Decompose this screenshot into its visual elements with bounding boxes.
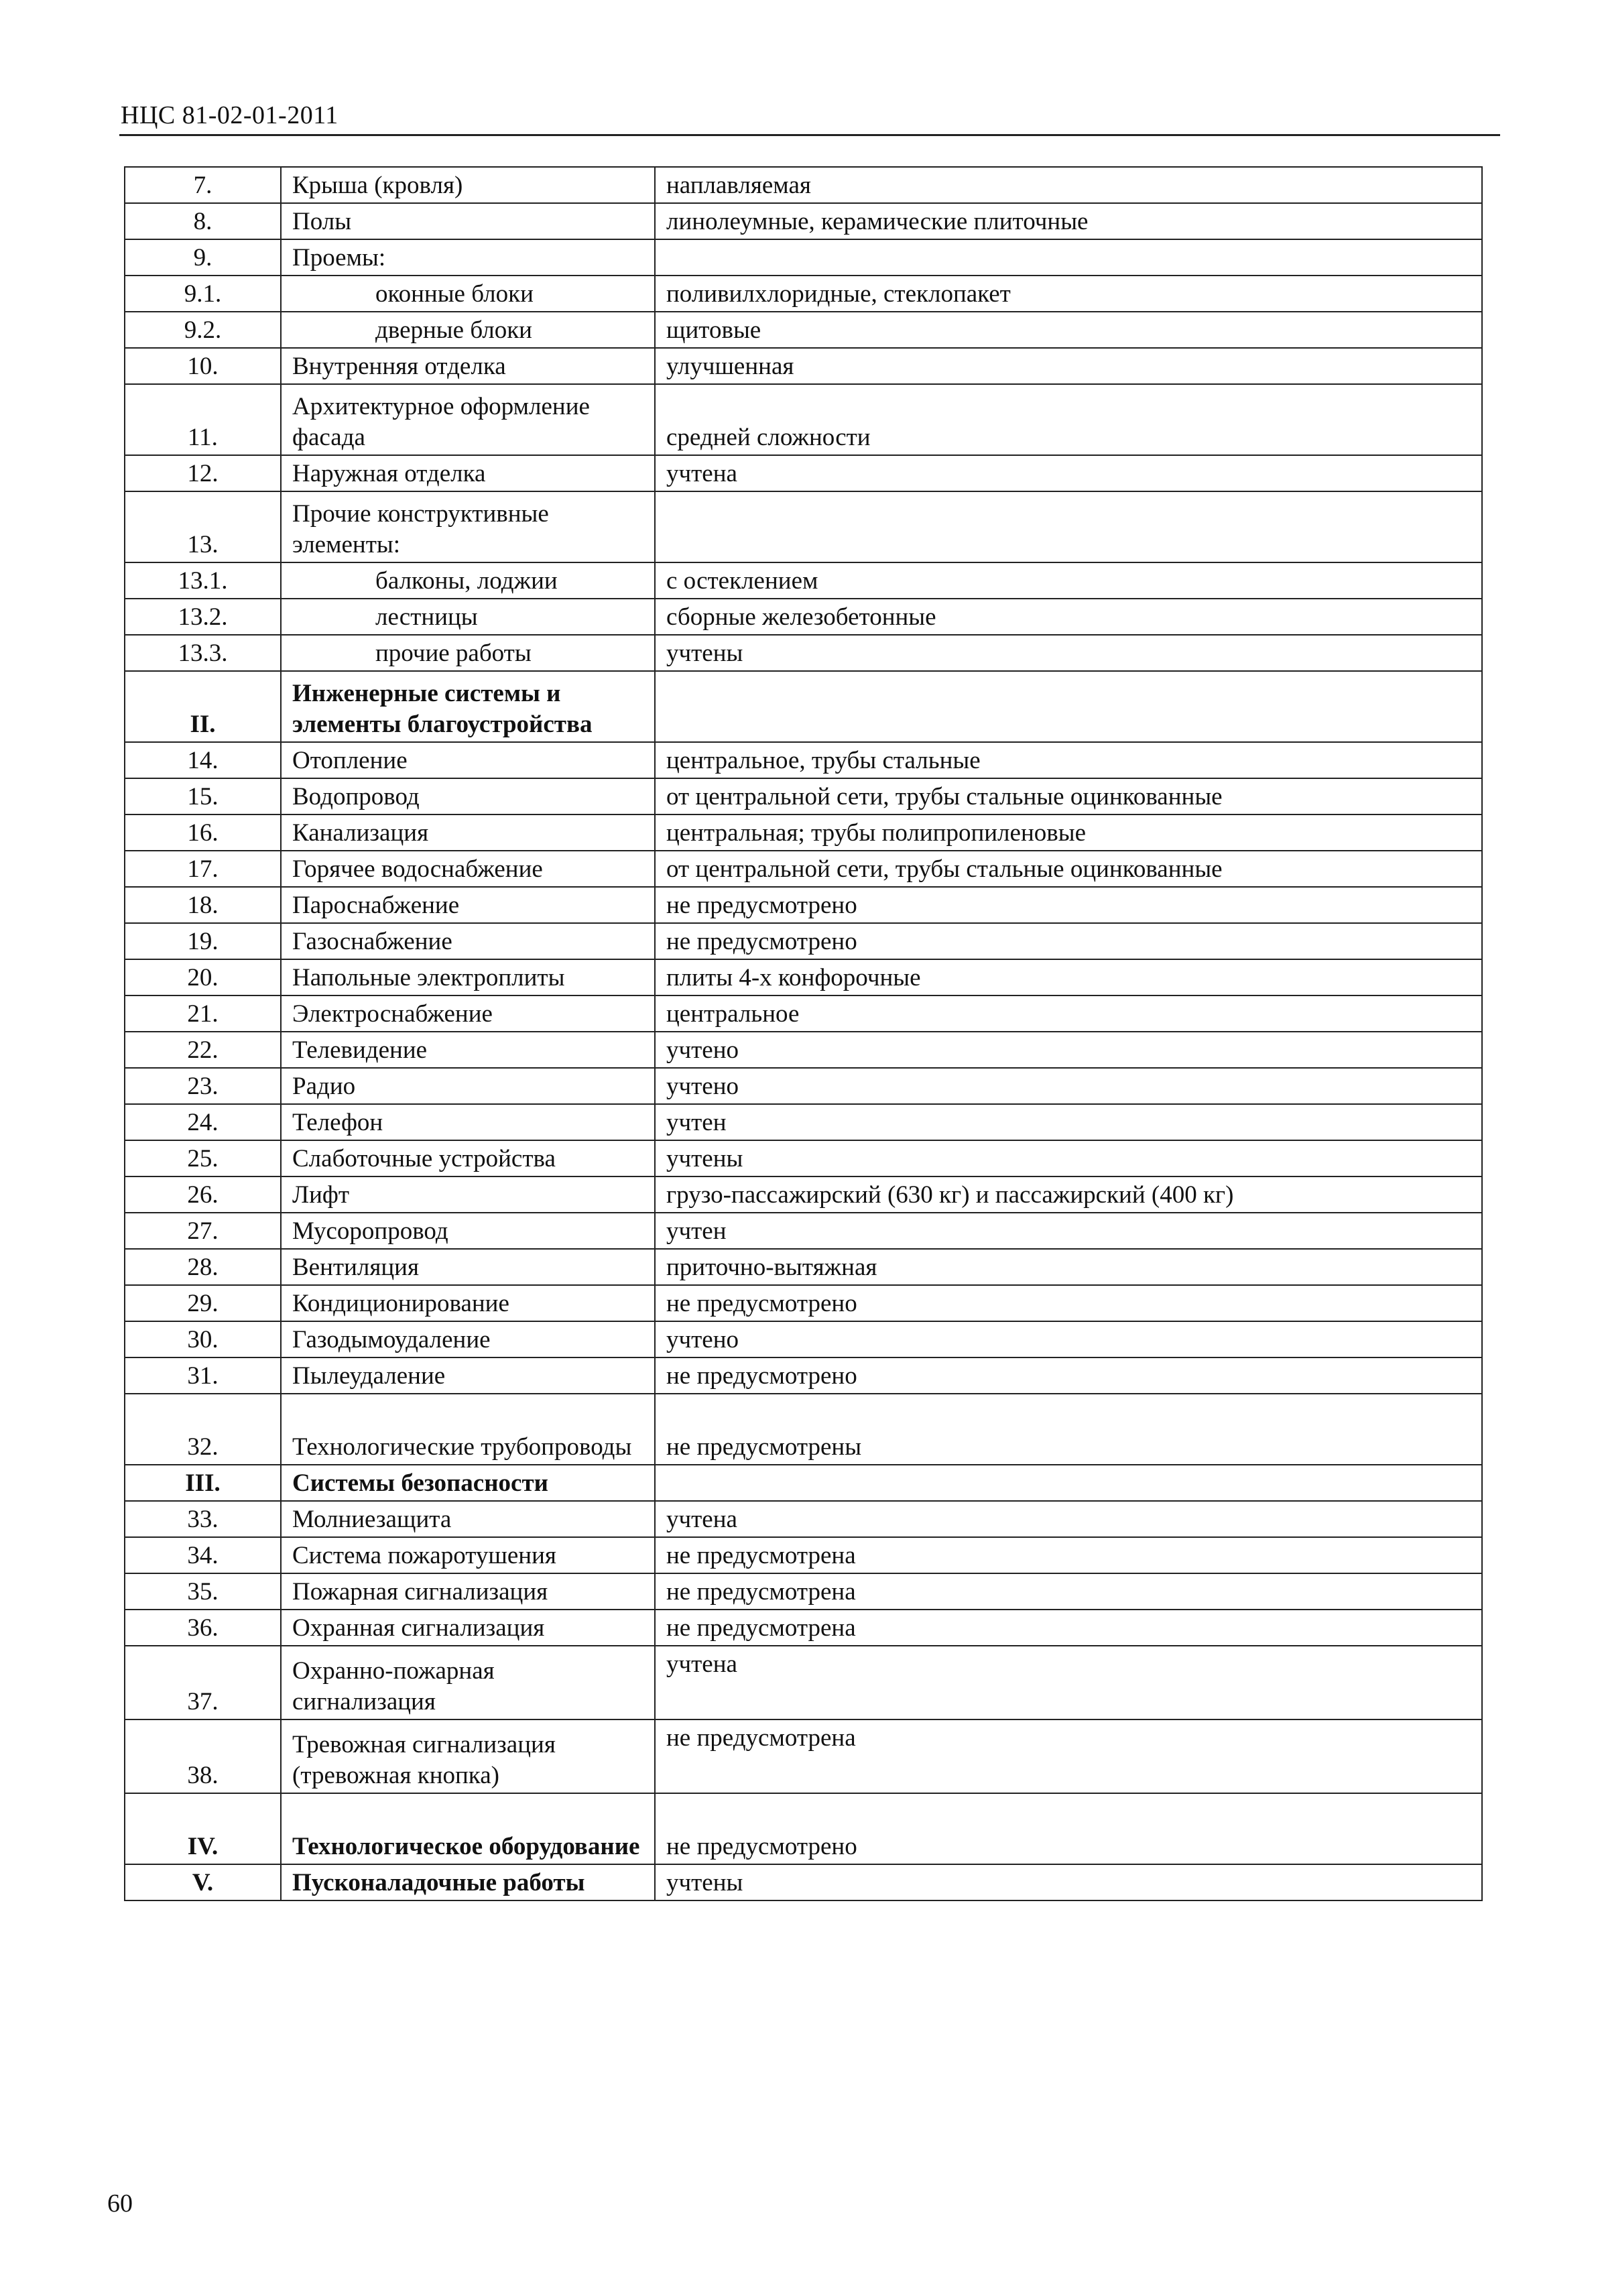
row-number-cell: 29. [125, 1285, 281, 1321]
table-row [125, 1140, 1482, 1176]
element-name-cell: Вентиляция [281, 1249, 655, 1285]
table-row [125, 1864, 1482, 1900]
table-row [125, 599, 1482, 635]
characteristic-cell: учтена [655, 1646, 1482, 1719]
element-name-cell: Газодымоудаление [281, 1321, 655, 1357]
characteristic-cell: учтена [655, 1501, 1482, 1537]
table-row [125, 348, 1482, 384]
specification-table [124, 166, 1483, 1901]
element-name-cell: Технологические трубопроводы [281, 1394, 655, 1465]
element-name-cell: оконные блоки [281, 276, 655, 312]
table-row [125, 1249, 1482, 1285]
table-row [125, 312, 1482, 348]
table-row [125, 742, 1482, 778]
table-row [125, 778, 1482, 814]
element-name-cell: Крыша (кровля) [281, 167, 655, 203]
characteristic-cell: с остеклением [655, 562, 1482, 599]
element-name-cell: Охранно-пожарная сигнализация [281, 1646, 655, 1719]
table-row [125, 1068, 1482, 1104]
element-name-cell: прочие работы [281, 635, 655, 671]
table-row [125, 1104, 1482, 1140]
element-name-cell: Отопление [281, 742, 655, 778]
document-code-header: НЦС 81-02-01-2011 [121, 101, 339, 129]
row-number-cell: 22. [125, 1032, 281, 1068]
element-name-cell: Водопровод [281, 778, 655, 814]
row-number-cell: 36. [125, 1610, 281, 1646]
characteristic-cell: не предусмотрено [655, 923, 1482, 959]
characteristic-cell: учтен [655, 1104, 1482, 1140]
characteristic-cell: центральное, трубы стальные [655, 742, 1482, 778]
row-number-cell: 13.2. [125, 599, 281, 635]
table-row [125, 635, 1482, 671]
table-row [125, 167, 1482, 203]
element-name-cell: Молниезащита [281, 1501, 655, 1537]
characteristic-cell: от центральной сети, трубы стальные оцинкованные [655, 851, 1482, 887]
table-row [125, 203, 1482, 239]
table-row [125, 1394, 1482, 1465]
row-number-cell: 20. [125, 959, 281, 995]
row-number-cell: 12. [125, 455, 281, 491]
specification-table-body [125, 167, 1482, 1900]
element-name-cell: Пожарная сигнализация [281, 1573, 655, 1610]
element-name-cell: лестницы [281, 599, 655, 635]
element-name-cell: Внутренняя отделка [281, 348, 655, 384]
characteristic-cell: от центральной сети, трубы стальные оцинкованные [655, 778, 1482, 814]
characteristic-cell: наплавляемая [655, 167, 1482, 203]
element-name-cell: Электроснабжение [281, 995, 655, 1032]
table-row [125, 1793, 1482, 1864]
row-number-cell: 16. [125, 814, 281, 851]
characteristic-cell: не предусмотрено [655, 1793, 1482, 1864]
row-number-cell: 21. [125, 995, 281, 1032]
row-number-cell: 9. [125, 239, 281, 276]
characteristic-cell: средней сложности [655, 384, 1482, 455]
table-row [125, 1213, 1482, 1249]
row-number-cell: 10. [125, 348, 281, 384]
row-number-cell: 33. [125, 1501, 281, 1537]
element-name-cell: Мусоропровод [281, 1213, 655, 1249]
characteristic-cell: не предусмотрено [655, 1357, 1482, 1394]
table-row [125, 814, 1482, 851]
row-number-cell: 14. [125, 742, 281, 778]
row-number-cell: 9.1. [125, 276, 281, 312]
element-name-cell: Проемы: [281, 239, 655, 276]
element-name-cell: Тревожная сигнализация (тревожная кнопка) [281, 1719, 655, 1793]
characteristic-cell: учтен [655, 1213, 1482, 1249]
table-row [125, 384, 1482, 455]
table-row [125, 1610, 1482, 1646]
element-name-cell: Телефон [281, 1104, 655, 1140]
characteristic-cell: щитовые [655, 312, 1482, 348]
element-name-cell: Лифт [281, 1176, 655, 1213]
element-name-cell: Прочие конструктивные элементы: [281, 491, 655, 562]
row-number-cell: 31. [125, 1357, 281, 1394]
table-row [125, 276, 1482, 312]
element-name-cell: Система пожаротушения [281, 1537, 655, 1573]
table-row [125, 923, 1482, 959]
characteristic-cell [655, 671, 1482, 742]
table-row [125, 1321, 1482, 1357]
row-number-cell: 25. [125, 1140, 281, 1176]
characteristic-cell [655, 239, 1482, 276]
characteristic-cell: приточно-вытяжная [655, 1249, 1482, 1285]
characteristic-cell: сборные железобетонные [655, 599, 1482, 635]
characteristic-cell: улучшенная [655, 348, 1482, 384]
table-row [125, 851, 1482, 887]
row-number-cell: II. [125, 671, 281, 742]
element-name-cell: Пусконаладочные работы [281, 1864, 655, 1900]
characteristic-cell: плиты 4-х конфорочные [655, 959, 1482, 995]
characteristic-cell: учтено [655, 1068, 1482, 1104]
characteristic-cell: не предусмотрена [655, 1610, 1482, 1646]
table-row [125, 1176, 1482, 1213]
element-name-cell: Пароснабжение [281, 887, 655, 923]
table-row [125, 959, 1482, 995]
row-number-cell: 13.3. [125, 635, 281, 671]
characteristic-cell: учтено [655, 1032, 1482, 1068]
table-row [125, 671, 1482, 742]
characteristic-cell: не предусмотрено [655, 1285, 1482, 1321]
row-number-cell: 38. [125, 1719, 281, 1793]
element-name-cell: Горячее водоснабжение [281, 851, 655, 887]
row-number-cell: 18. [125, 887, 281, 923]
characteristic-cell: не предусмотрена [655, 1573, 1482, 1610]
table-row [125, 995, 1482, 1032]
table-row [125, 455, 1482, 491]
row-number-cell: 13. [125, 491, 281, 562]
row-number-cell: 8. [125, 203, 281, 239]
element-name-cell: Системы безопасности [281, 1465, 655, 1501]
characteristic-cell: учтены [655, 1864, 1482, 1900]
row-number-cell: 23. [125, 1068, 281, 1104]
element-name-cell: Наружная отделка [281, 455, 655, 491]
characteristic-cell: не предусмотрены [655, 1394, 1482, 1465]
characteristic-cell: не предусмотрена [655, 1537, 1482, 1573]
characteristic-cell: учтены [655, 1140, 1482, 1176]
element-name-cell: Радио [281, 1068, 655, 1104]
row-number-cell: IV. [125, 1793, 281, 1864]
header-rule [119, 134, 1500, 136]
row-number-cell: 7. [125, 167, 281, 203]
element-name-cell: Канализация [281, 814, 655, 851]
table-row [125, 1573, 1482, 1610]
characteristic-cell: учтено [655, 1321, 1482, 1357]
row-number-cell: 35. [125, 1573, 281, 1610]
characteristic-cell: центральная; трубы полипропиленовые [655, 814, 1482, 851]
element-name-cell: балконы, лоджии [281, 562, 655, 599]
row-number-cell: 32. [125, 1394, 281, 1465]
table-row [125, 1501, 1482, 1537]
row-number-cell: 34. [125, 1537, 281, 1573]
row-number-cell: 13.1. [125, 562, 281, 599]
characteristic-cell: учтена [655, 455, 1482, 491]
row-number-cell: III. [125, 1465, 281, 1501]
element-name-cell: Газоснабжение [281, 923, 655, 959]
row-number-cell: 19. [125, 923, 281, 959]
characteristic-cell: поливилхлоридные, стеклопакет [655, 276, 1482, 312]
element-name-cell: Напольные электроплиты [281, 959, 655, 995]
characteristic-cell: учтены [655, 635, 1482, 671]
table-row [125, 1719, 1482, 1793]
characteristic-cell [655, 491, 1482, 562]
table-row [125, 562, 1482, 599]
row-number-cell: 37. [125, 1646, 281, 1719]
element-name-cell: Кондиционирование [281, 1285, 655, 1321]
row-number-cell: 17. [125, 851, 281, 887]
row-number-cell: 9.2. [125, 312, 281, 348]
table-row [125, 1537, 1482, 1573]
row-number-cell: 24. [125, 1104, 281, 1140]
row-number-cell: 26. [125, 1176, 281, 1213]
element-name-cell: Полы [281, 203, 655, 239]
row-number-cell: 27. [125, 1213, 281, 1249]
element-name-cell: Телевидение [281, 1032, 655, 1068]
characteristic-cell [655, 1465, 1482, 1501]
characteristic-cell: линолеумные, керамические плиточные [655, 203, 1482, 239]
row-number-cell: 30. [125, 1321, 281, 1357]
element-name-cell: дверные блоки [281, 312, 655, 348]
row-number-cell: 28. [125, 1249, 281, 1285]
table-row [125, 1646, 1482, 1719]
characteristic-cell: грузо-пассажирский (630 кг) и пассажирский (400 кг) [655, 1176, 1482, 1213]
element-name-cell: Охранная сигнализация [281, 1610, 655, 1646]
characteristic-cell: не предусмотрена [655, 1719, 1482, 1793]
characteristic-cell: не предусмотрено [655, 887, 1482, 923]
row-number-cell: V. [125, 1864, 281, 1900]
table-row [125, 887, 1482, 923]
table-row [125, 1285, 1482, 1321]
table-row [125, 491, 1482, 562]
table-row [125, 1465, 1482, 1501]
element-name-cell: Архитектурное оформление фасада [281, 384, 655, 455]
element-name-cell: Технологическое оборудование [281, 1793, 655, 1864]
table-row [125, 1032, 1482, 1068]
element-name-cell: Инженерные системы и элементы благоустройства [281, 671, 655, 742]
characteristic-cell: центральное [655, 995, 1482, 1032]
row-number-cell: 15. [125, 778, 281, 814]
table-row [125, 239, 1482, 276]
page-number: 60 [107, 2189, 133, 2218]
element-name-cell: Слаботочные устройства [281, 1140, 655, 1176]
row-number-cell: 11. [125, 384, 281, 455]
table-row [125, 1357, 1482, 1394]
element-name-cell: Пылеудаление [281, 1357, 655, 1394]
